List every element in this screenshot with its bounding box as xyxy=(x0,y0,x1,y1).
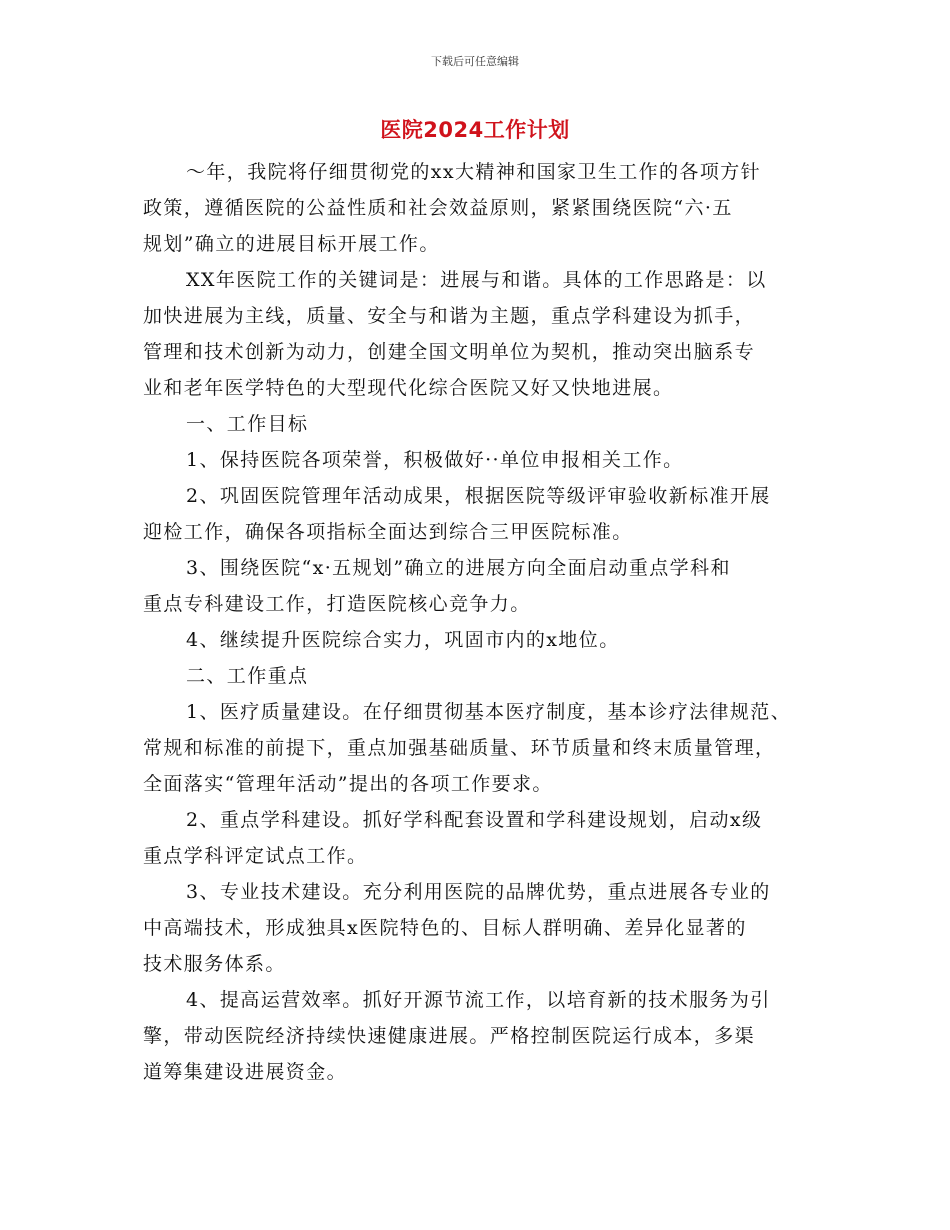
paragraph-line: 2、重点学科建设。抓好学科配套设置和学科建设规划，启动x级 xyxy=(186,809,763,831)
paragraph-line: 擎，带动医院经济持续快速健康进展。严格控制医院运行成本，多渠 xyxy=(143,1025,756,1047)
section-heading: 二、工作重点 xyxy=(186,665,309,687)
paragraph-line: 重点专科建设工作，打造医院核心竞争力。 xyxy=(143,593,531,615)
paragraph-line: 技术服务体系。 xyxy=(143,953,286,975)
document-title: 医院2024工作计划 xyxy=(380,118,570,142)
paragraph-line: 3、专业技术建设。充分利用医院的品牌优势，重点进展各专业的 xyxy=(186,881,771,903)
section-heading: 一、工作目标 xyxy=(186,413,309,435)
page-header-note: 下载后可任意编辑 xyxy=(431,55,519,68)
paragraph-line: 管理和技术创新为动力，创建全国文明单位为契机，推动突出脑系专 xyxy=(143,341,756,363)
paragraph-line: 3、围绕医院“x·五规划”确立的进展方向全面启动重点学科和 xyxy=(186,557,731,579)
paragraph-line: 道筹集建设进展资金。 xyxy=(143,1061,348,1083)
paragraph-line: XX年医院工作的关键词是：进展与和谐。具体的工作思路是：以 xyxy=(186,269,767,291)
paragraph-line: 中高端技术，形成独具x医院特色的、目标人群明确、差异化显著的 xyxy=(143,917,747,939)
paragraph-line: 4、提高运营效率。抓好开源节流工作，以培育新的技术服务为引 xyxy=(186,989,771,1011)
paragraph-line: ～年，我院将仔细贯彻党的xx大精神和国家卫生工作的各项方针 xyxy=(186,161,762,183)
paragraph-line: 1、医疗质量建设。在仔细贯彻基本医疗制度，基本诊疗法律规范、 xyxy=(186,701,792,723)
paragraph-line: 4、继续提升医院综合实力，巩固市内的x地位。 xyxy=(186,629,620,651)
paragraph-line: 政策，遵循医院的公益性质和社会效益原则，紧紧围绕医院“六·五 xyxy=(143,197,733,219)
paragraph-line: 重点学科评定试点工作。 xyxy=(143,845,368,867)
paragraph-line: 业和老年医学特色的大型现代化综合医院又好又快地进展。 xyxy=(143,377,674,399)
paragraph-line: 常规和标准的前提下，重点加强基础质量、环节质量和终末质量管理， xyxy=(143,737,776,759)
paragraph-line: 1、保持医院各项荣誉，积极做好··单位申报相关工作。 xyxy=(186,449,684,471)
paragraph-line: 加快进展为主线，质量、安全与和谐为主题，重点学科建设为抓手， xyxy=(143,305,756,327)
paragraph-line: 规划”确立的进展目标开展工作。 xyxy=(143,233,440,255)
paragraph-line: 全面落实“管理年活动”提出的各项工作要求。 xyxy=(143,773,553,795)
paragraph-line: 迎检工作，确保各项指标全面达到综合三甲医院标准。 xyxy=(143,521,633,543)
paragraph-line: 2、巩固医院管理年活动成果，根据医院等级评审验收新标准开展 xyxy=(186,485,771,507)
document-body xyxy=(143,154,823,1090)
